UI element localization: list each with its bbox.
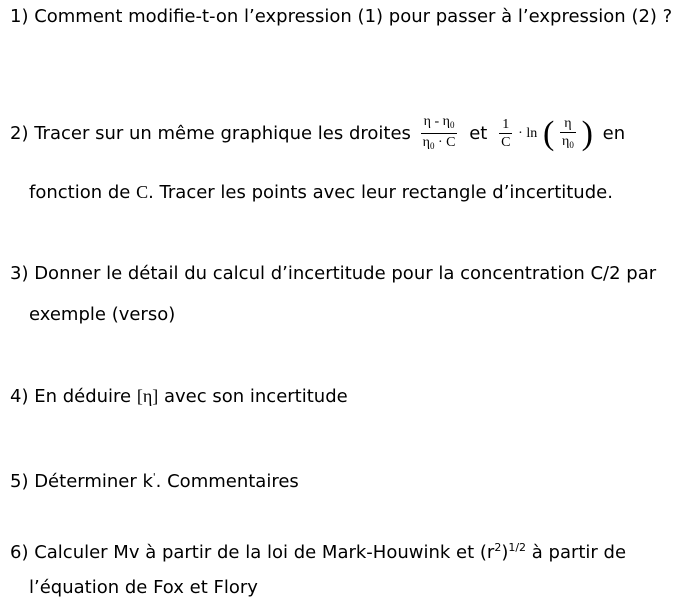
question-6-line1-b: ) (501, 542, 509, 563)
dot-ln: · ln (518, 126, 538, 141)
question-6-line-2 (29, 577, 258, 599)
question-2-line2-c: C (136, 182, 149, 202)
question-5-suffix: . Commentaires (155, 471, 299, 492)
question-2-line2-b: . Tracer les points avec leur rectangle d’incertitude. (148, 182, 613, 203)
question-2-line-2 (29, 181, 613, 204)
question-1 (10, 6, 672, 28)
frac3-numerator: η (564, 115, 572, 131)
question-6 (10, 537, 626, 564)
question-2-line2-a: fonction de (29, 182, 137, 203)
question-6-line2: l’équation de Fox et Flory (29, 577, 258, 598)
superscript-half: 1/2 (508, 541, 527, 554)
frac1-numerator-sub: 0 (449, 120, 455, 130)
question-6-line1-c: à partir de (526, 542, 627, 563)
question-3-line2: exemple (verso) (29, 304, 176, 325)
question-4 (10, 385, 348, 408)
question-6-line1-a: 6) Calculer Mv à partir de la loi de Mark-Houwink et (r (10, 542, 495, 563)
frac1-denominator: η (422, 135, 430, 150)
question-2-suffix: en (602, 123, 626, 144)
k-prime: ' (152, 472, 156, 483)
question-3 (10, 263, 656, 285)
question-4-suffix: avec son incertitude (158, 386, 348, 407)
question-3-line-2 (29, 304, 175, 326)
question-4-prefix: 4) En déduire (10, 386, 137, 407)
frac1-numerator: η - η (423, 114, 450, 129)
question-2 (10, 114, 625, 154)
frac1-denominator-sub: 0 (429, 141, 435, 151)
bracket-close: ] (152, 386, 159, 406)
question-1-text: 1) Comment modifie-t-on l’expression (1) pour passer à l’expression (2) ? (10, 6, 673, 27)
question-2-prefix: 2) Tracer sur un même graphique les droites (10, 123, 411, 144)
frac1-denominator-c: · C (434, 135, 456, 150)
fraction-relative-viscosity (421, 114, 458, 154)
question-5-prefix: 5) Déterminer k (10, 471, 153, 492)
question-2-et: et (469, 123, 488, 144)
paren-open: ( (542, 115, 555, 152)
fraction-one-over-c (499, 117, 512, 151)
frac2-denominator: C (501, 135, 511, 150)
fraction-eta-over-eta0 (560, 116, 576, 153)
paren-close: ) (581, 115, 593, 152)
bracket-open: [ (136, 386, 143, 406)
question-3-line1: 3) Donner le détail du calcul d’incertitude pour la concentration C/2 par (10, 263, 657, 284)
superscript-2: 2 (494, 541, 502, 554)
frac3-denominator: η (562, 133, 570, 149)
eta-symbol: η (142, 386, 153, 406)
question-5 (10, 467, 299, 493)
frac3-denominator-sub: 0 (569, 139, 574, 150)
frac2-numerator: 1 (502, 117, 510, 132)
